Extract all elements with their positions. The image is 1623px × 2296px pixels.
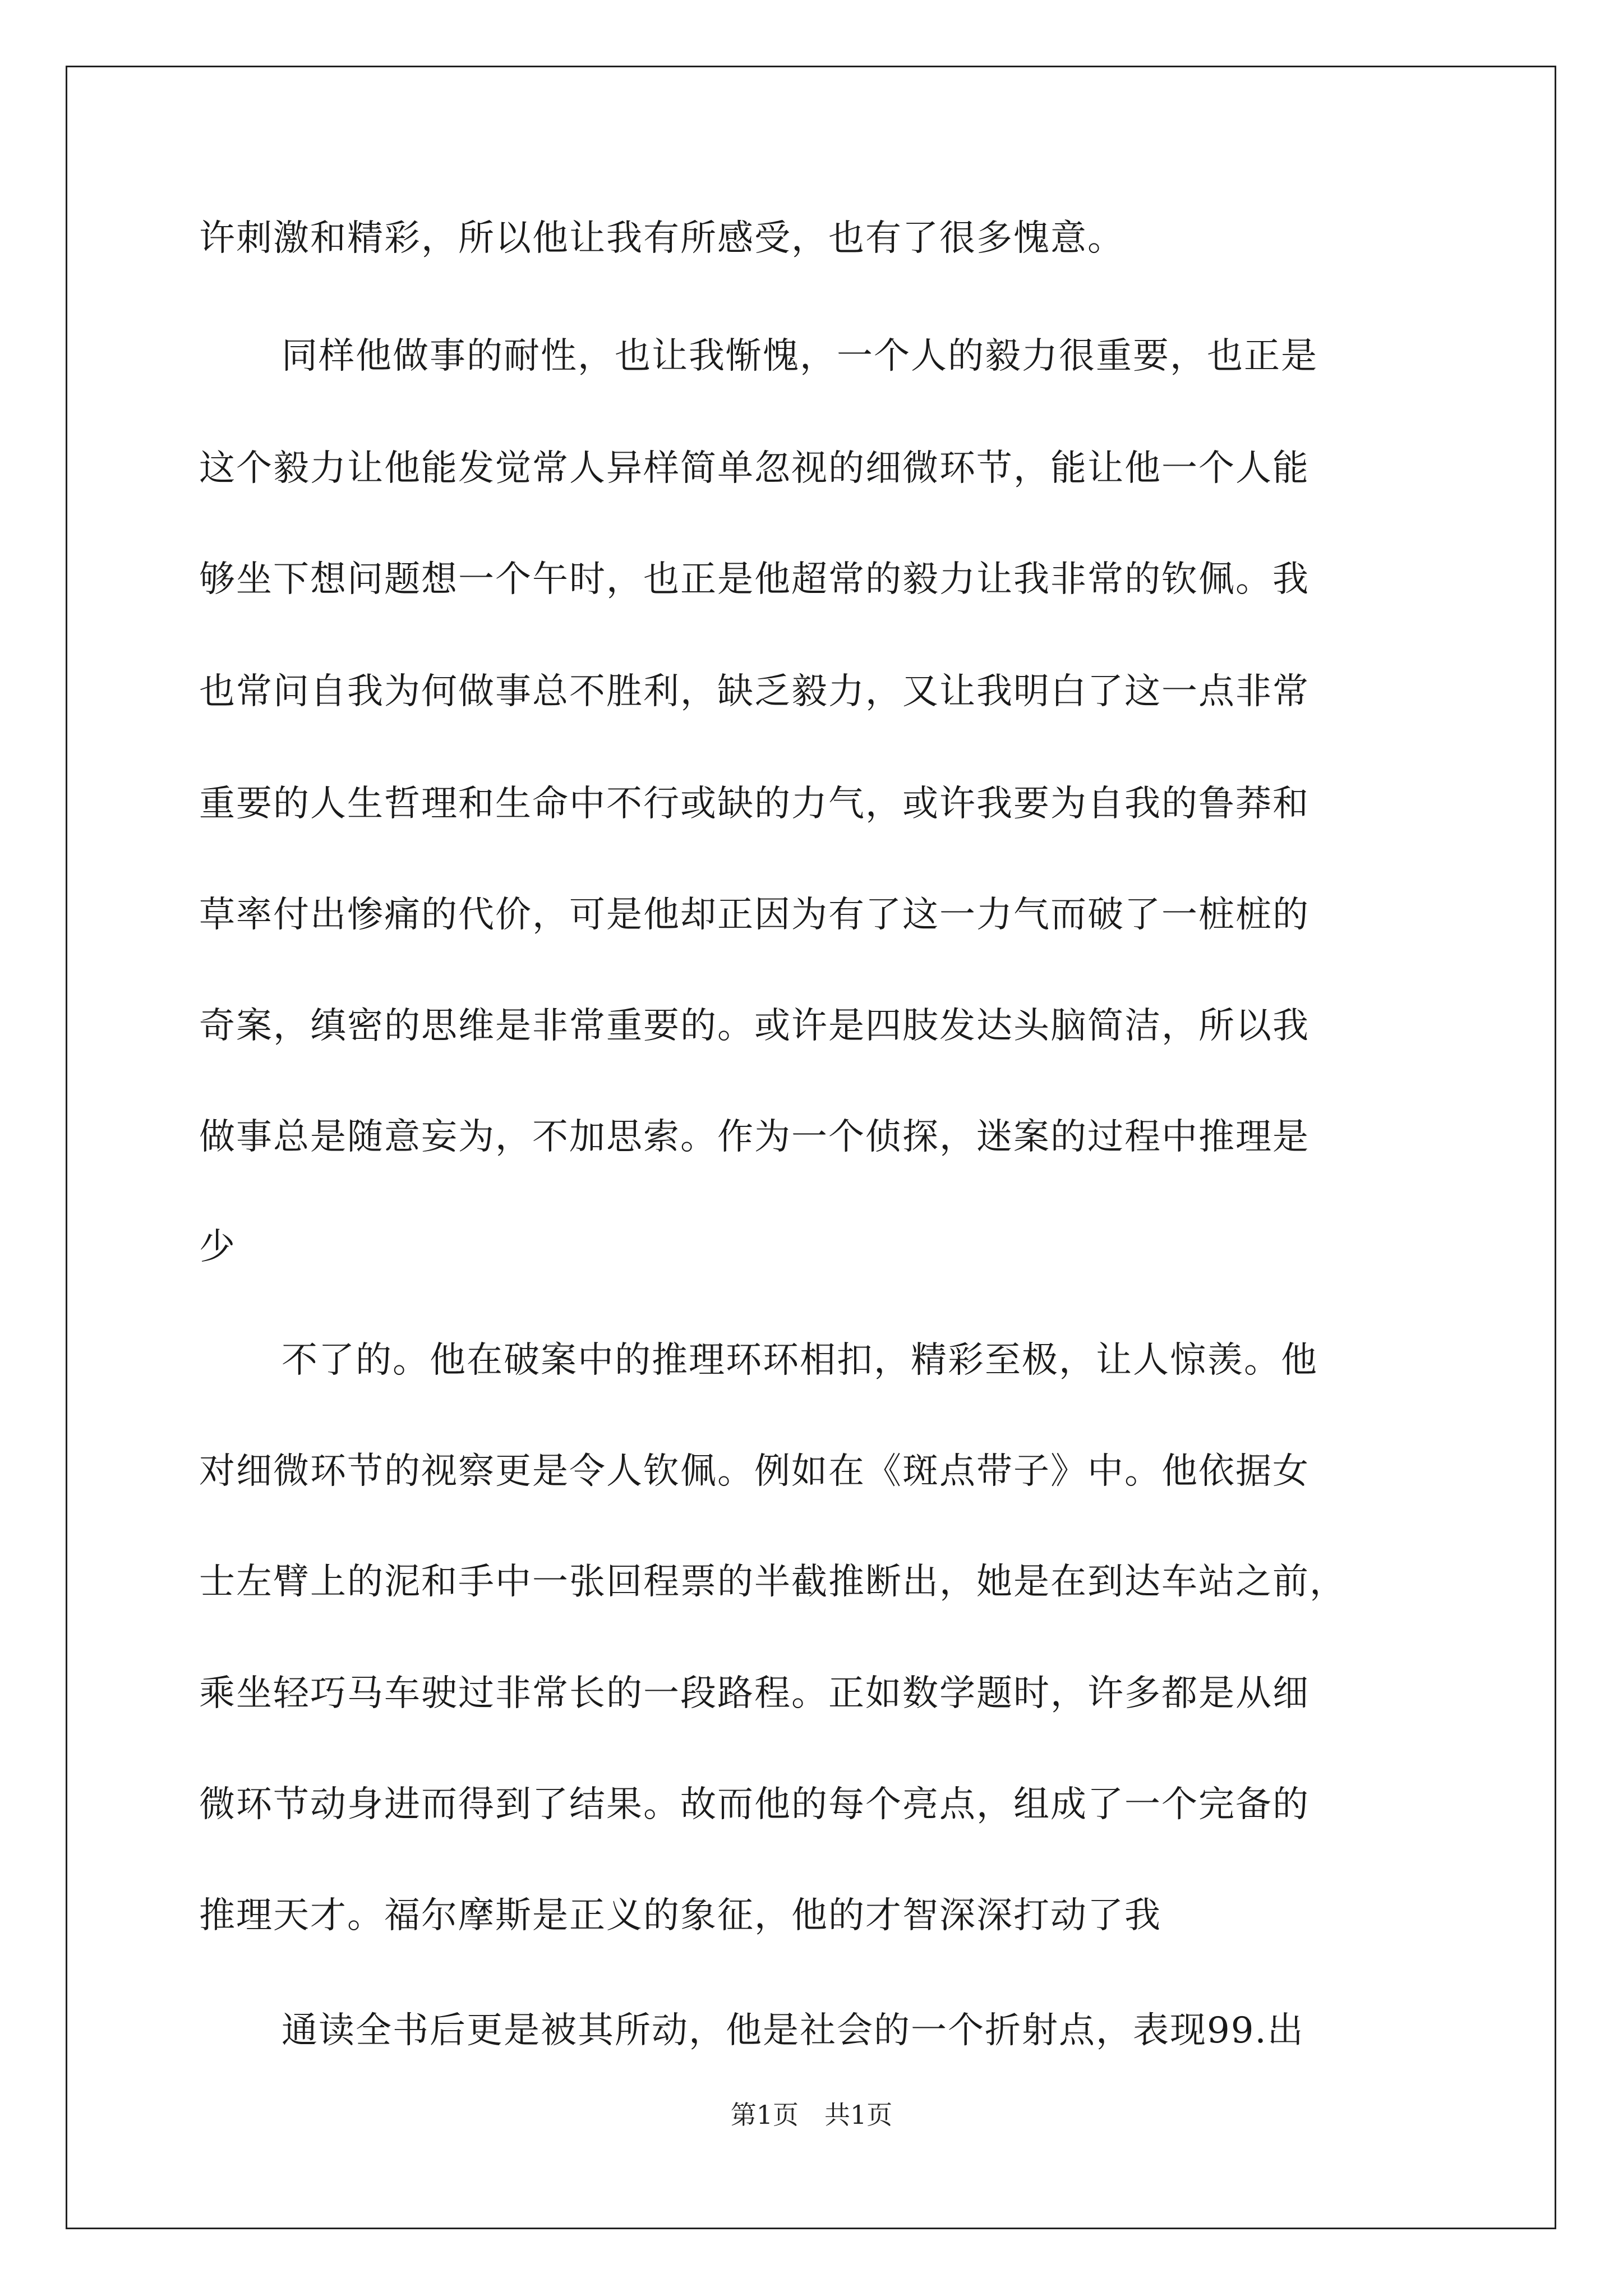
text-line-3: 这个毅力让他能发觉常人异样简单忽视的细微环节，能让他一个人能 xyxy=(199,448,1310,489)
text-line-5: 也常问自我为何做事总不胜利，缺乏毅力，又让我明白了这一点非常 xyxy=(199,671,1310,712)
text-line-16: 推理天才。福尔摩斯是正义的象征，他的才智深深打动了我 xyxy=(199,1895,1161,1936)
text-line-14: 乘坐轻巧马车驶过非常长的一段路程。正如数学题时，许多都是从细 xyxy=(199,1673,1310,1714)
text-line-1: 许刺激和精彩，所以他让我有所感受，也有了很多愧意。 xyxy=(199,218,1124,259)
text-line-2: 同样他做事的耐性，也让我惭愧，一个人的毅力很重要，也正是 xyxy=(282,335,1318,377)
text-line-13: 士左臂上的泥和手中一张回程票的半截推断出，她是在到达车站之前， xyxy=(199,1561,1347,1603)
text-line-8: 奇案，缜密的思维是非常重要的。或许是四肢发达头脑简洁，所以我 xyxy=(199,1005,1310,1047)
page-footer: 第1页 共1页 xyxy=(730,2100,893,2130)
text-line-17: 通读全书后更是被其所动，他是社会的一个折射点，表现99.出 xyxy=(282,2010,1304,2051)
text-line-9: 做事总是随意妄为，不加思索。作为一个侦探，迷案的过程中推理是 xyxy=(199,1116,1310,1158)
text-line-12: 对细微环节的视察更是令人钦佩。例如在《斑点带子》中。他依据女 xyxy=(199,1451,1310,1492)
text-line-10: 少 xyxy=(199,1226,236,1268)
text-line-4: 够坐下想问题想一个午时，也正是他超常的毅力让我非常的钦佩。我 xyxy=(199,559,1310,600)
text-line-15: 微环节动身进而得到了结果。故而他的每个亮点，组成了一个完备的 xyxy=(199,1784,1310,1825)
text-line-7: 草率付出惨痛的代价，可是他却正因为有了这一力气而破了一桩桩的 xyxy=(199,894,1310,936)
text-line-6: 重要的人生哲理和生命中不行或缺的力气，或许我要为自我的鲁莽和 xyxy=(199,783,1310,825)
text-line-11: 不了的。他在破案中的推理环环相扣，精彩至极，让人惊羡。他 xyxy=(282,1340,1318,1381)
